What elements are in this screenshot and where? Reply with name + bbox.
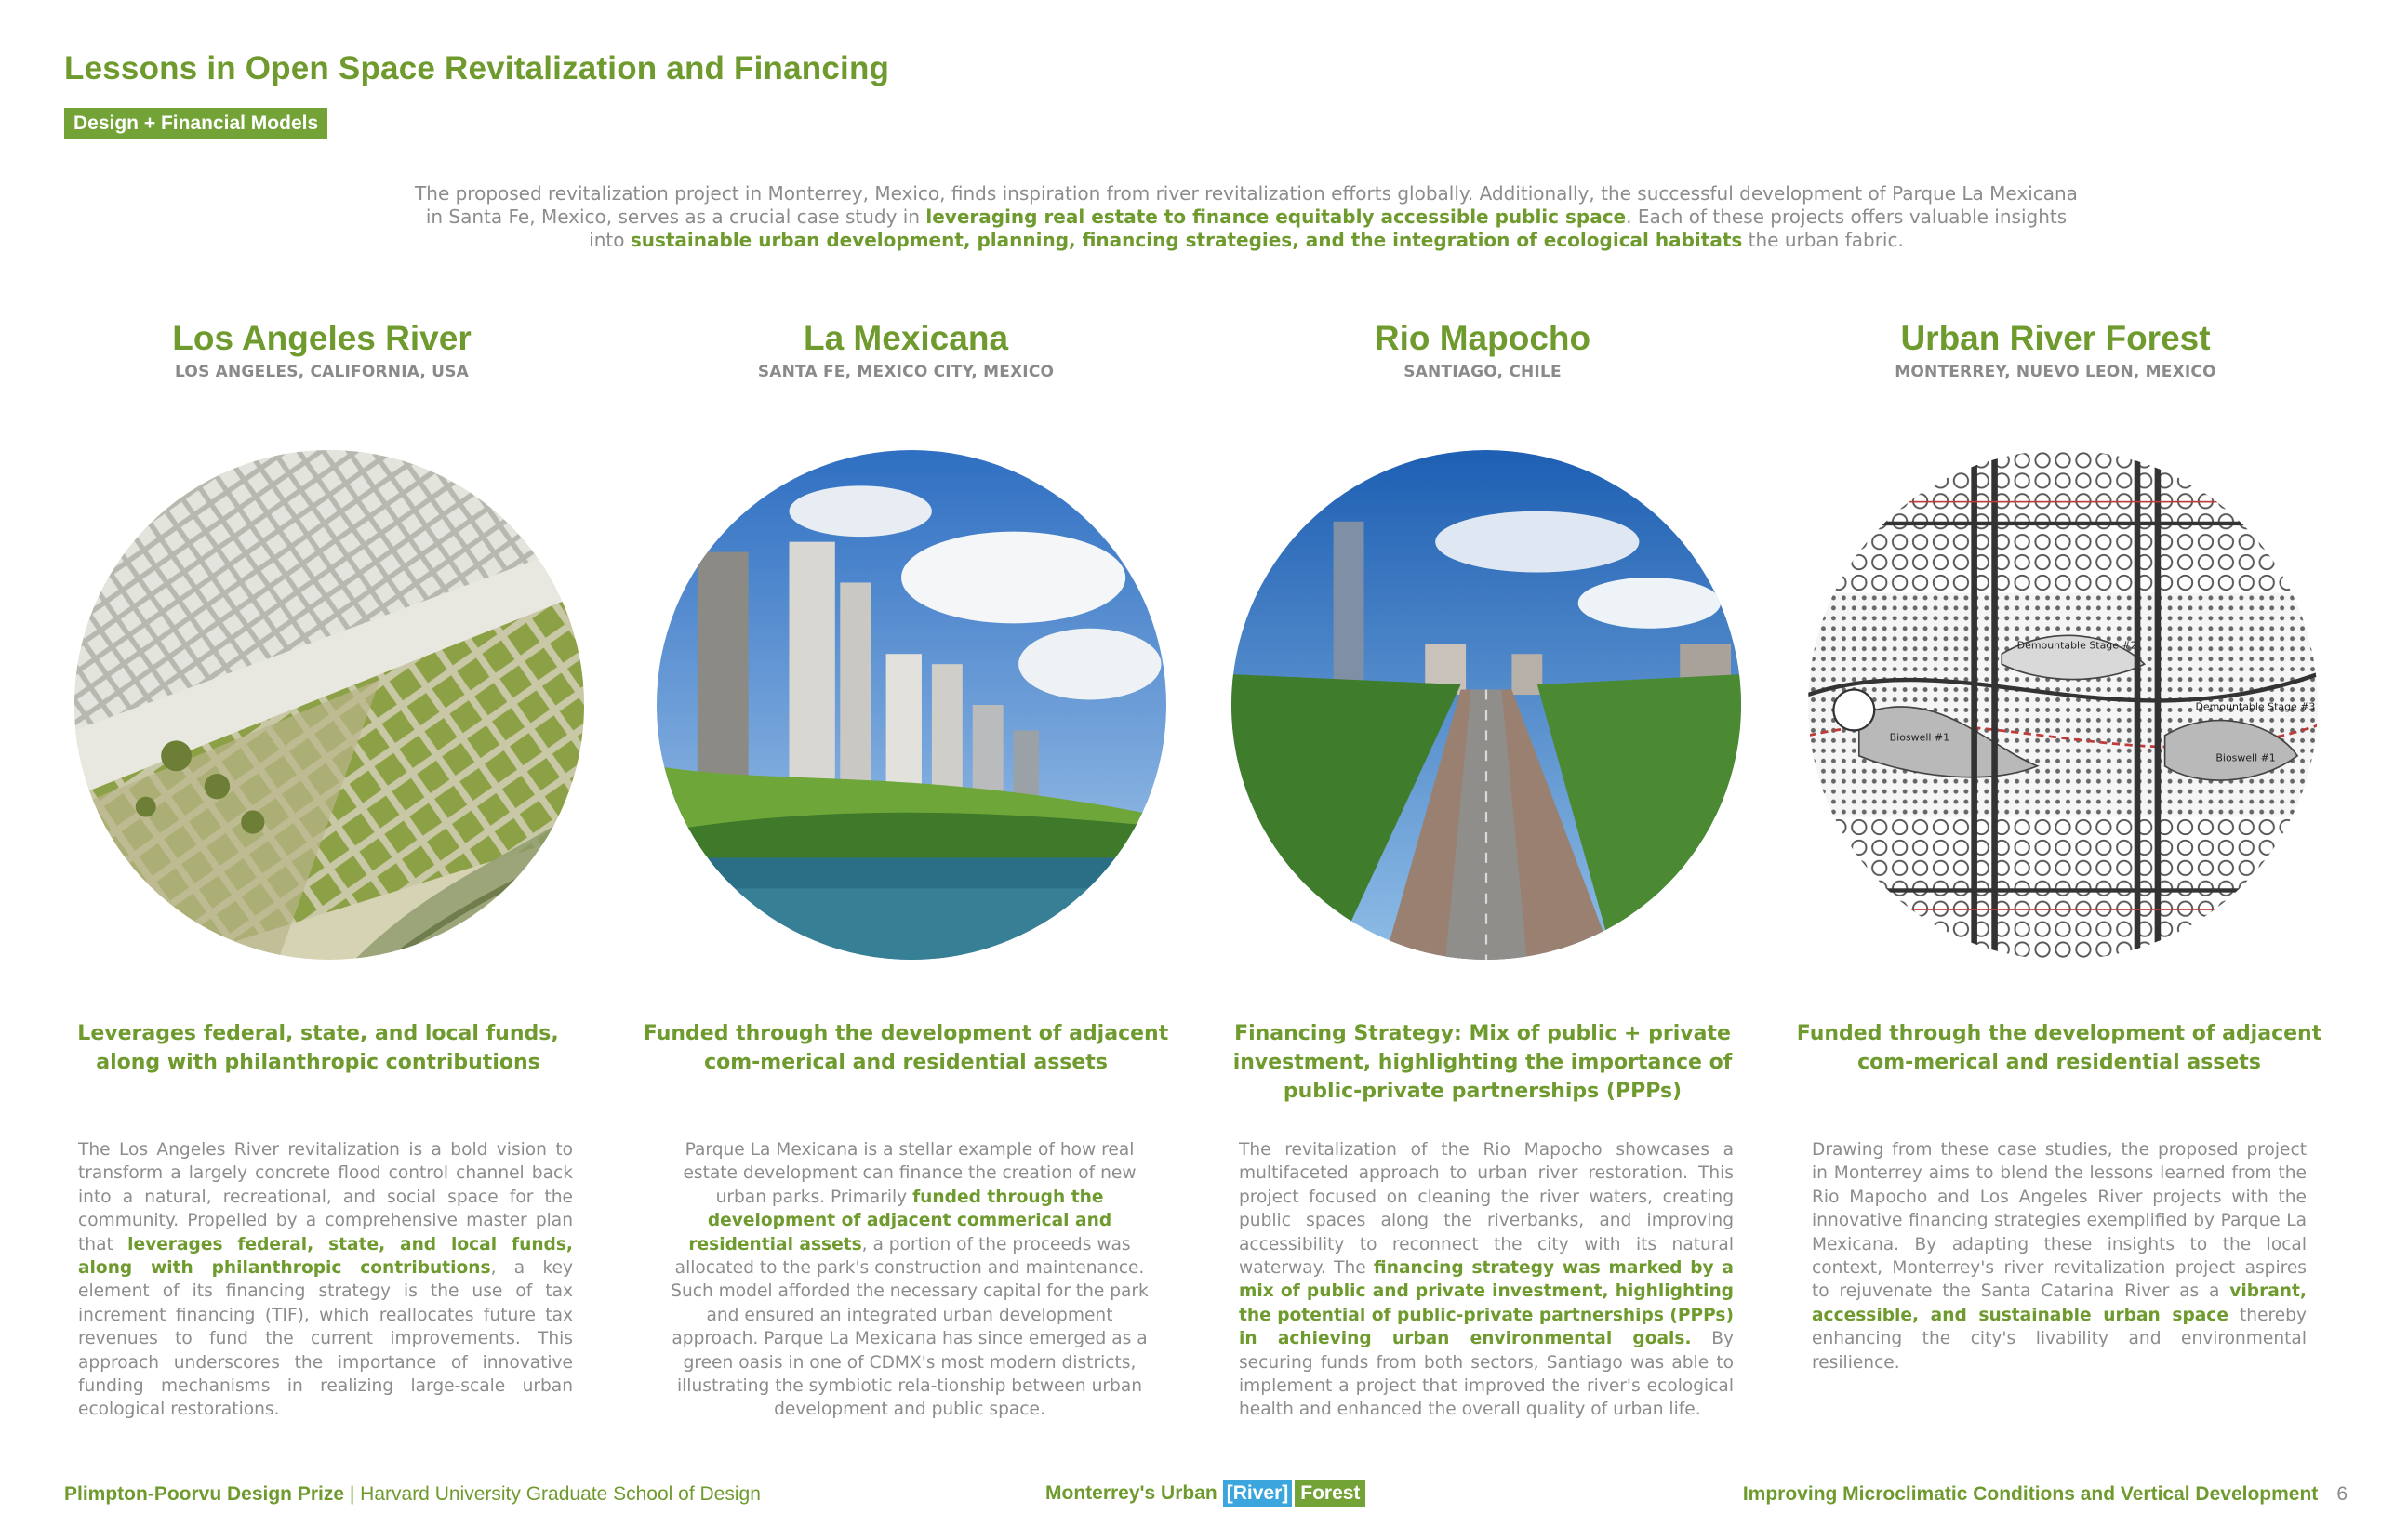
case-study-body xyxy=(1239,1138,1734,1422)
section-badge: Design + Financial Models xyxy=(64,108,327,139)
park-towers-photo xyxy=(657,450,1166,960)
case-study-body xyxy=(662,1138,1157,1422)
case-study-title: Rio Mapocho xyxy=(1374,319,1591,357)
case-study-los-angeles xyxy=(61,316,582,1420)
case-study-location: MONTERREY, NUEVO LEON, MEXICO xyxy=(1895,363,2216,381)
case-study-body xyxy=(78,1138,573,1422)
body-text: The Los Angeles River revitalization is a bold vision to transform a largely concrete flood control channel back into a natural, recreational, and social space for the community. Propelled by a comprehensive master plan that xyxy=(78,1140,573,1255)
body-text: By securing funds from both sectors, Santiago was able to implement a project that improved the river's ecological health and enhanced the overall quality of urban life. xyxy=(1239,1329,1735,1420)
footer-prize xyxy=(64,1483,761,1506)
plan-label: Bioswell #1 xyxy=(1889,731,1950,744)
body-highlight: funded through the development of adjacent commerical and residential assets xyxy=(688,1187,1112,1255)
body-text: thereby enhancing the city's livability and environmental resilience. xyxy=(1812,1305,2307,1373)
footer-topic-text: Improving Microclimatic Conditions and Vertical Development xyxy=(1742,1483,2319,1505)
body-text: Drawing from these case studies, the proposed project in Monterrey aims to blend the lessons learned from the Rio Mapocho and Los Angeles River projects with the innovative financing strategies exemplified by Parque La Mexicana. By adapting these insights to the local context, Monterrey's river revitalization project aspires to rejuvenate the Santa Catarina River as a xyxy=(1812,1140,2307,1302)
body-text: , a key element of its financing strategy is the use of tax increment financing (TIF), which reallocates future tax revenues to fund the current improvements. This approach underscores the importance of innovative funding mechanisms in realizing large-scale urban ecological restorations. xyxy=(78,1258,573,1420)
aerial-master-plan-image xyxy=(74,450,584,960)
plan-label: Demountable Stage #3 xyxy=(2195,700,2316,713)
case-study-body xyxy=(1812,1138,2307,1374)
river-channel-photo xyxy=(1231,450,1741,960)
page-number: 6 xyxy=(2336,1483,2348,1505)
intro-paragraph xyxy=(409,182,2083,252)
intro-text: The proposed revitalization project in Monterrey, Mexico, finds inspiration from river revitalization efforts globally. Additionally, the successful development of Parque La Mexicana in Santa Fe, Mexico, serves as a crucial case study in xyxy=(415,182,2078,228)
footer-separator: | xyxy=(344,1483,361,1505)
body-highlight: vibrant, accessible, and sustainable urban space xyxy=(1812,1281,2307,1325)
footer-prize-name: Plimpton-Poorvu Design Prize xyxy=(64,1483,345,1505)
case-study-headline: Leverages federal, state, and local funds, along with philanthropic contributions xyxy=(77,1022,559,1074)
footer-project-title xyxy=(1045,1480,1365,1507)
case-study-headline: Funded through the development of adjacent com-merical and residential assets xyxy=(643,1022,1169,1074)
case-study-title: Urban River Forest xyxy=(1900,319,2211,357)
footer-title-part: Monterrey's Urban xyxy=(1045,1482,1217,1504)
body-text: Parque La Mexicana is a stellar example of how real estate development can finance the creation of new urban parks. Primarily xyxy=(683,1140,1137,1207)
case-study-location: SANTIAGO, CHILE xyxy=(1403,363,1562,381)
body-text: The revitalization of the Rio Mapocho showcases a multifaceted approach to urban river restoration. This project focused on cleaning the river waters, creating public spaces along the riverbanks, and improving accessibility to reconnect the city with its natural waterway. The xyxy=(1239,1140,1734,1279)
case-study-title: La Mexicana xyxy=(803,319,1009,357)
footer-topic xyxy=(1743,1483,2348,1506)
case-study-headline: Funded through the development of adjacent com-merical and residential assets xyxy=(1796,1022,2322,1074)
intro-text: . Each of these projects offers valuable insights into xyxy=(589,206,2068,251)
case-study-title: Los Angeles River xyxy=(172,319,472,357)
intro-text: the urban fabric. xyxy=(1742,229,1904,251)
body-highlight: leverages federal, state, and local funds, along with philanthropic contributions xyxy=(78,1234,573,1279)
intro-highlight: leveraging real estate to finance equitably accessible public space xyxy=(925,206,1627,228)
footer-title-river: [River] xyxy=(1223,1480,1293,1507)
case-study-headline: Financing Strategy: Mix of public + private investment, highlighting the importance of public-private partnerships (PPPs) xyxy=(1232,1022,1733,1103)
body-highlight: financing strategy was marked by a mix of public and private investment, highlighting the potential of public-private partnerships (PPPs) in achieving urban environmental goals. xyxy=(1239,1258,1734,1349)
case-study-rio-mapocho xyxy=(1222,316,1743,1420)
case-study-location: SANTA FE, MEXICO CITY, MEXICO xyxy=(757,363,1055,381)
plan-label: Bioswell #1 xyxy=(2215,751,2276,764)
body-text: , a portion of the proceeds was allocated to the park's construction and maintenance. Such model afforded the necessary capital for the park and ensured an integrated urban development approach. Parque La Mexicana has since emerged as a green oasis in one of CDMX's most modern districts, illustrating the symbiotic rela-tionship between urban development and public space. xyxy=(671,1234,1149,1420)
site-plan-drawing xyxy=(1808,450,2318,960)
case-study-urban-river-forest xyxy=(1795,316,2322,1373)
case-study-location: LOS ANGELES, CALIFORNIA, USA xyxy=(174,363,469,381)
page-title: Lessons in Open Space Revitalization and Financing xyxy=(64,50,890,86)
footer-title-forest: Forest xyxy=(1295,1480,1365,1507)
footer-institution: Harvard University Graduate School of Design xyxy=(360,1483,761,1505)
intro-highlight: sustainable urban development, planning, financing strategies, and the integration of ecological habitats xyxy=(630,229,1743,251)
case-study-la-mexicana xyxy=(643,316,1169,1420)
plan-label: Demountable Stage #2 xyxy=(2016,639,2137,652)
